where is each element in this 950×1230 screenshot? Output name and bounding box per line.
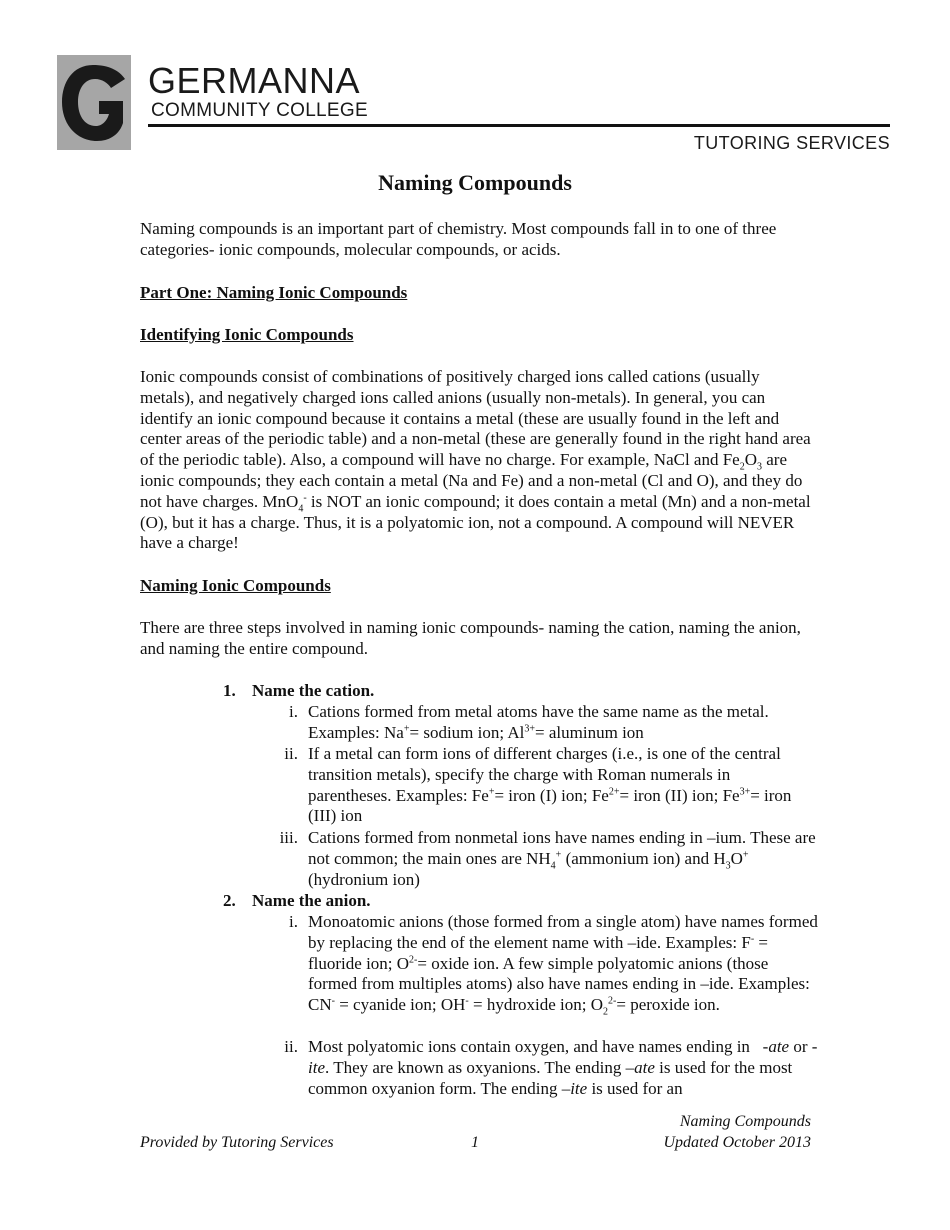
- step-number: 1.: [223, 681, 236, 700]
- identifying-paragraph: Ionic compounds consist of combinations of positively charged ions called cations (usually metals), and negatively charged ions called anions (usually non-metals). In general, you can identify an ionic compound because it contains a metal (these are usually found in the left and center areas of the periodic table) and a non-metal (these are generally found in the right hand area of the periodic table). Also, a compound will have no charge. For example, NaCl and $Fe_2O_3$ are ionic compounds; they each contain a metal (Na and Fe) and a non-metal (Cl and O), and they do not have charges. MnO$_4$- is NOT an ionic compound; it does contain a metal (Mn) and a non-metal (O), but it has a charge. Thus, it is a polyatomic ion, not a compound. A compound will NEVER have a charge!: [140, 367, 811, 553]
- footer-updated: Updated October 2013: [663, 1134, 811, 1151]
- list-item: Monoatomic anions (those formed from a single atom) have names formed by replacing the end of the element name with –ide. Examples: F- = fluoride ion; $O^{2-}=$ oxide ion. A few simple polyatomic anions (those formed from multiples atoms) also have names ending in –ide. Examples: CN- = cyanide ion; OH- = hydroxide ion; $O_2^{2-}=$ peroxide ion.: [308, 912, 818, 1018]
- header-divider: [148, 124, 890, 127]
- footer-doc-title: Naming Compounds: [679, 1113, 811, 1130]
- list-item: Cations formed from nonmetal ions have names ending in –ium. These are not common; the main ones are $NH_4^+$ (ammonium ion) and $H_3O^+$ (hydronium ion): [308, 828, 816, 889]
- identifying-heading: Identifying Ionic Compounds: [140, 325, 354, 344]
- part-one-heading: Part One: Naming Ionic Compounds: [140, 283, 408, 302]
- header-tagline: TUTORING SERVICES: [693, 133, 890, 153]
- step-title: Name the cation.: [252, 681, 375, 700]
- brand-subtitle: COMMUNITY COLLEGE: [151, 100, 368, 121]
- list-item: If a metal can form ions of different charges (i.e., is one of the central transition metals), specify the charge with Roman numerals in parentheses. Examples: Fe+= iron (I) ion; $Fe^{2+}=$ iron (II) ion; $Fe^{3+}=$ iron (III) ion: [308, 744, 792, 826]
- college-logo-icon: [57, 55, 131, 150]
- list-item: Most polyatomic ions contain oxygen, and have names ending in -ate or -ite. They are known as oxyanions. The ending –ate is used for the most common oxyanion form. The ending –ite is used for an: [308, 1037, 818, 1098]
- item-number: i.: [289, 912, 298, 931]
- item-number: i.: [289, 702, 298, 721]
- naming-heading: Naming Ionic Compounds: [140, 576, 331, 595]
- footer-provider: Provided by Tutoring Services: [140, 1134, 334, 1151]
- page-title: Naming Compounds: [378, 170, 572, 195]
- page-number: 1: [471, 1134, 479, 1151]
- intro-paragraph: Naming compounds is an important part of chemistry. Most compounds fall in to one of three categories- ionic compounds, molecular compounds, or acids.: [140, 219, 777, 259]
- brand-name: GERMANNA: [148, 60, 361, 101]
- item-number: iii.: [279, 828, 298, 847]
- item-number: ii.: [284, 1037, 298, 1056]
- list-item: Cations formed from metal atoms have the same name as the metal. Examples: Na+= sodium ion; $Al^{3+}=$ aluminum ion: [308, 702, 769, 742]
- naming-paragraph: There are three steps involved in naming ionic compounds- naming the cation, naming the anion, and naming the entire compound.: [140, 618, 801, 658]
- step-number: 2.: [223, 891, 236, 910]
- step-title: Name the anion.: [252, 891, 371, 910]
- item-number: ii.: [284, 744, 298, 763]
